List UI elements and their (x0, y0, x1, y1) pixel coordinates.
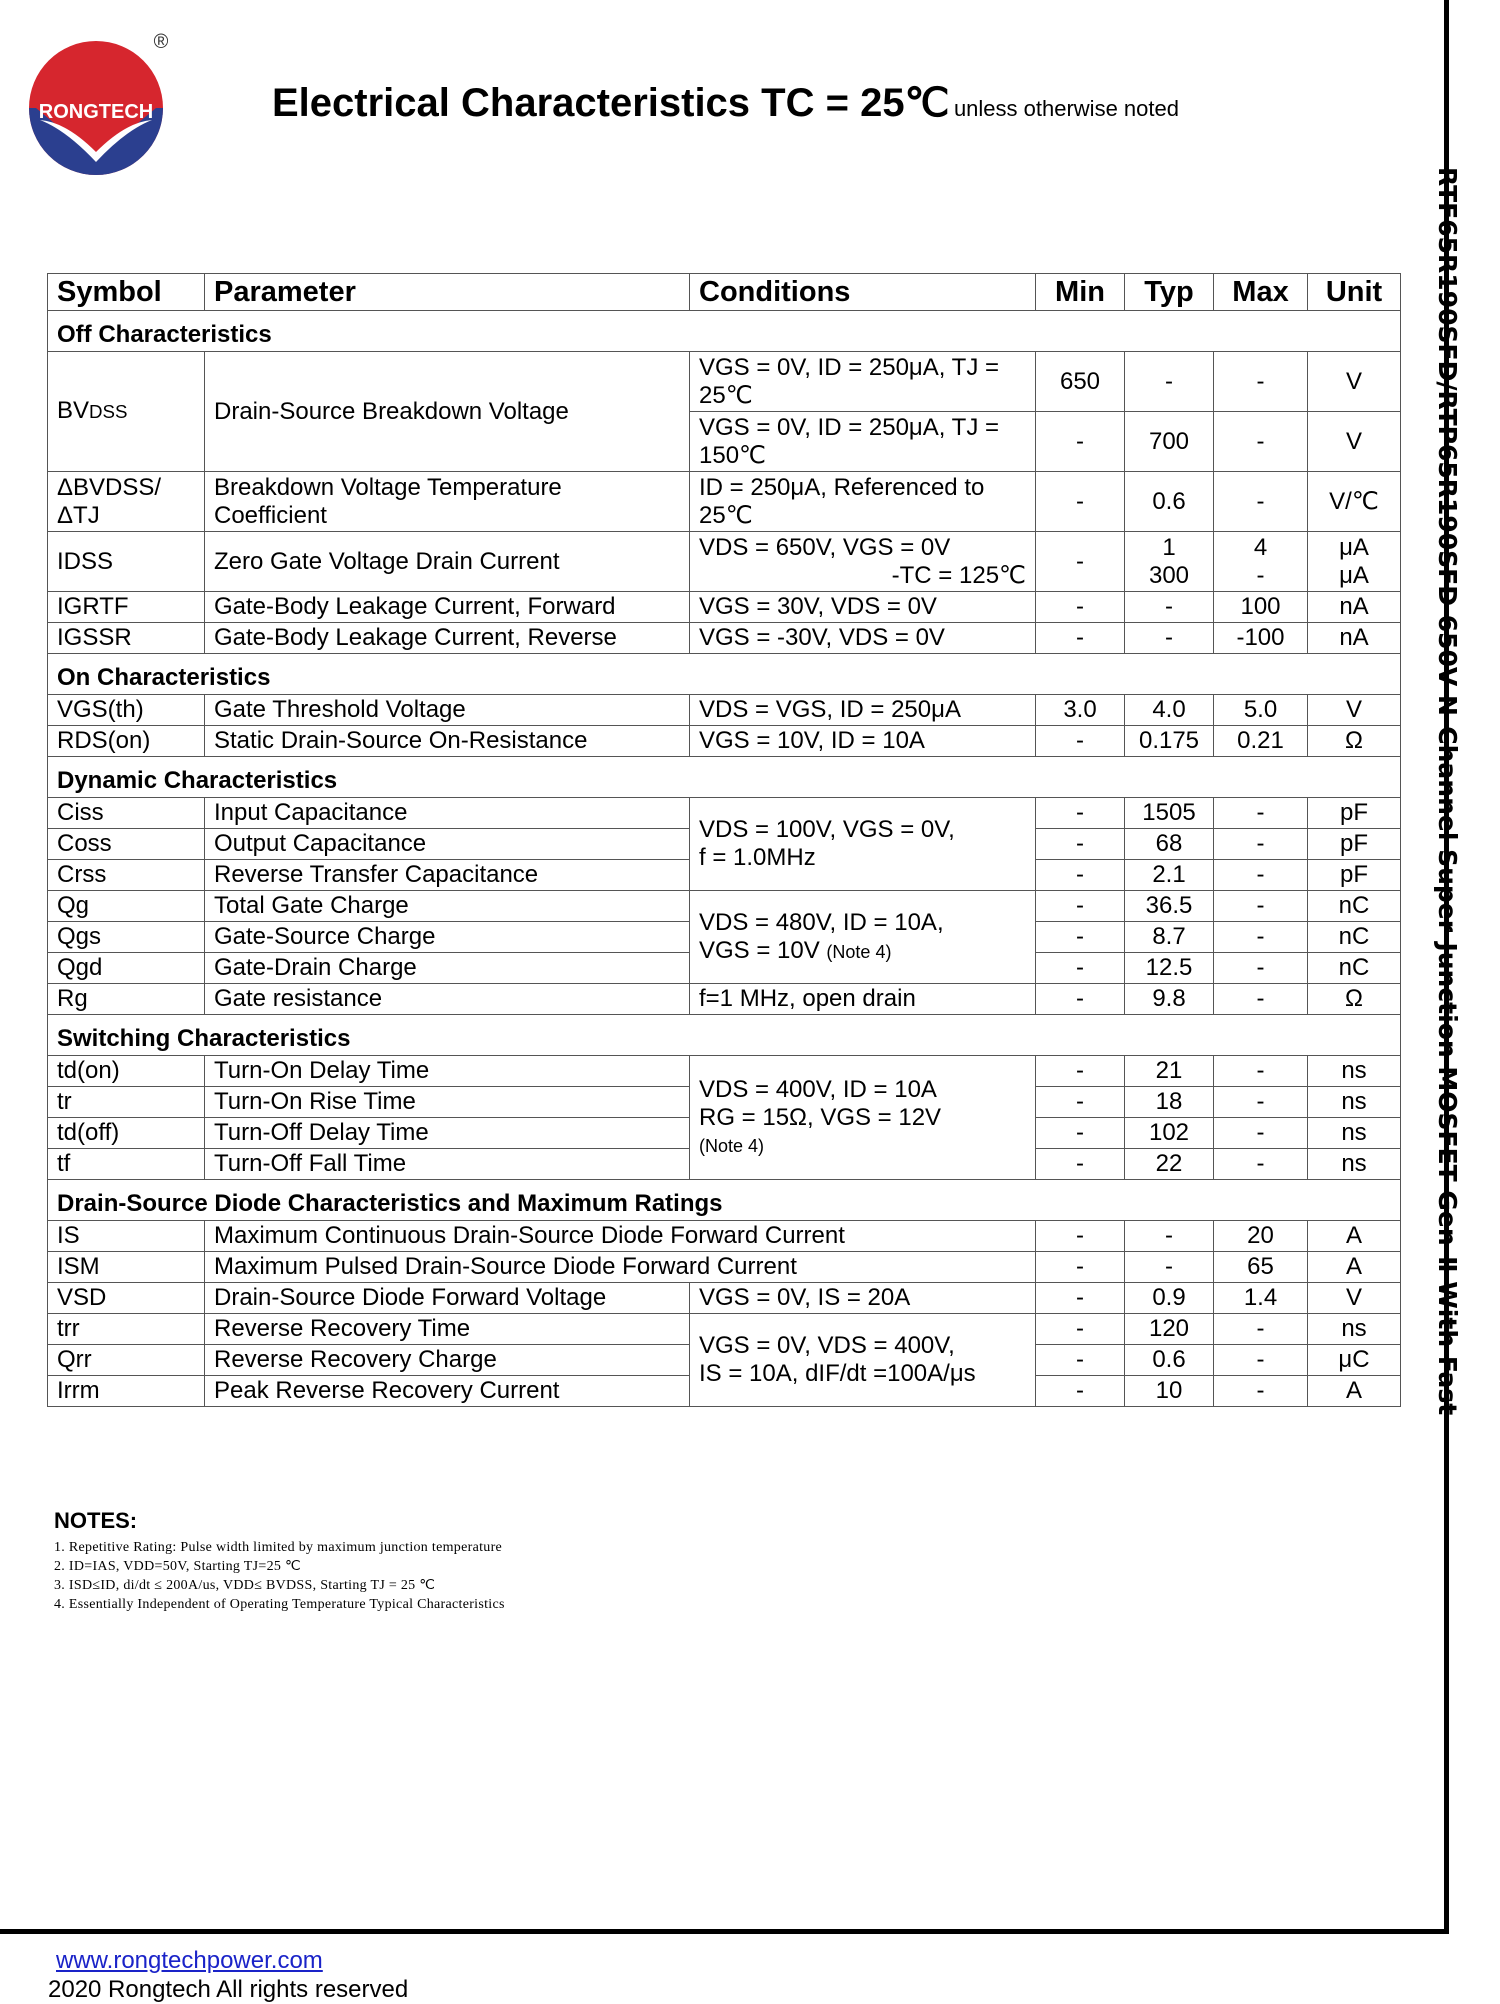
condition-line: RG = 15Ω, VGS = 12V (699, 1103, 942, 1131)
condition-cell: VGS = -30V, VDS = 0V (690, 623, 1036, 654)
symbol-cell: VSD (48, 1283, 205, 1314)
max-cell: - (1214, 1056, 1308, 1087)
min-cell: - (1036, 532, 1125, 592)
condition-cell (690, 798, 1036, 891)
parameter-cell: Maximum Continuous Drain-Source Diode Forward Current (205, 1221, 1036, 1252)
typ-cell: 2.1 (1125, 860, 1214, 891)
typ-cell: 36.5 (1125, 891, 1214, 922)
condition-cell: VGS = 0V, IS = 20A (690, 1283, 1036, 1314)
typ-cell: 10 (1125, 1376, 1214, 1407)
symbol-cell: Irrm (48, 1376, 205, 1407)
typ-cell: - (1125, 1221, 1214, 1252)
unit-cell: nA (1308, 623, 1401, 654)
min-cell: - (1036, 1314, 1125, 1345)
logo-brand-text: RONGTECH (38, 101, 154, 123)
header-conditions: Conditions (690, 274, 1036, 311)
header-symbol: Symbol (48, 274, 205, 311)
typ-cell: 1505 (1125, 798, 1214, 829)
max-cell: - (1214, 1376, 1308, 1407)
parameter-cell: Static Drain-Source On-Resistance (205, 726, 690, 757)
parameter-cell: Maximum Pulsed Drain-Source Diode Forward Current (205, 1252, 1036, 1283)
table-row (48, 472, 1401, 532)
page-title (272, 80, 1179, 126)
typ-value: 300 (1148, 561, 1190, 589)
min-cell: - (1036, 984, 1125, 1015)
table-row (48, 352, 1401, 412)
copyright-text: 2020 Rongtech All rights reserved (48, 1976, 409, 2003)
condition-cell: VGS = 0V, ID = 250μA, TJ = 25℃ (690, 352, 1036, 412)
min-cell: - (1036, 1087, 1125, 1118)
max-value: - (1256, 561, 1265, 589)
parameter-cell: Gate-Body Leakage Current, Forward (205, 592, 690, 623)
symbol-cell: ISM (48, 1252, 205, 1283)
typ-cell: 21 (1125, 1056, 1214, 1087)
typ-cell: 0.6 (1125, 1345, 1214, 1376)
typ-cell: 700 (1125, 412, 1214, 472)
max-cell: - (1214, 472, 1308, 532)
unit-cell: nA (1308, 592, 1401, 623)
unit-cell: ns (1308, 1056, 1401, 1087)
symbol-cell: Qgs (48, 922, 205, 953)
symbol-text: BV (57, 397, 90, 424)
max-cell: 5.0 (1214, 695, 1308, 726)
typ-cell: - (1125, 592, 1214, 623)
header-typ: Typ (1125, 274, 1214, 311)
typ-cell: 68 (1125, 829, 1214, 860)
condition-line: VDS = 650V, VGS = 0V (699, 533, 951, 561)
unit-cell: V/℃ (1308, 472, 1401, 532)
min-cell: - (1036, 1345, 1125, 1376)
header-max: Max (1214, 274, 1308, 311)
max-cell: - (1214, 352, 1308, 412)
max-cell: - (1214, 829, 1308, 860)
condition-cell (690, 1314, 1036, 1407)
unit-cell: ns (1308, 1118, 1401, 1149)
section-off-characteristics: Off Characteristics (48, 311, 1401, 352)
condition-cell (690, 532, 1036, 592)
condition-cell: ID = 250μA, Referenced to 25℃ (690, 472, 1036, 532)
condition-line: IS = 10A, dIF/dt =100A/μs (699, 1360, 976, 1387)
parameter-cell: Breakdown Voltage Temperature Coefficient (205, 472, 690, 532)
condition-note: (Note 4) (826, 941, 892, 962)
max-cell: - (1214, 1314, 1308, 1345)
table-row (48, 532, 1401, 592)
condition-line: VDS = 400V, ID = 10A (699, 1075, 937, 1103)
min-cell: - (1036, 472, 1125, 532)
typ-cell: - (1125, 623, 1214, 654)
condition-cell: VGS = 10V, ID = 10A (690, 726, 1036, 757)
min-cell: - (1036, 953, 1125, 984)
rongtech-logo (26, 30, 171, 175)
unit-cell: nC (1308, 922, 1401, 953)
unit-cell: pF (1308, 860, 1401, 891)
unit-cell: A (1308, 1376, 1401, 1407)
min-cell: - (1036, 623, 1125, 654)
unit-value: μA (1339, 561, 1369, 589)
parameter-cell: Input Capacitance (205, 798, 690, 829)
typ-cell: 12.5 (1125, 953, 1214, 984)
typ-cell: 8.7 (1125, 922, 1214, 953)
table-row (48, 984, 1401, 1015)
condition-cell (690, 891, 1036, 984)
electrical-characteristics-table (47, 273, 1401, 1407)
max-cell: - (1214, 860, 1308, 891)
unit-cell: pF (1308, 829, 1401, 860)
table-row (48, 1283, 1401, 1314)
unit-cell: A (1308, 1252, 1401, 1283)
parameter-cell: Gate-Drain Charge (205, 953, 690, 984)
min-cell: 650 (1036, 352, 1125, 412)
symbol-cell: td(on) (48, 1056, 205, 1087)
min-cell: - (1036, 1056, 1125, 1087)
table-row (48, 1221, 1401, 1252)
parameter-cell: Output Capacitance (205, 829, 690, 860)
table-row (48, 1056, 1401, 1087)
min-cell: - (1036, 726, 1125, 757)
unit-cell: Ω (1308, 726, 1401, 757)
parameter-cell: Turn-Off Fall Time (205, 1149, 690, 1180)
typ-value: 1 (1162, 533, 1176, 561)
max-cell: - (1214, 1149, 1308, 1180)
max-cell: 0.21 (1214, 726, 1308, 757)
parameter-cell: Reverse Recovery Charge (205, 1345, 690, 1376)
vertical-part-title: RTF65R190SFD/RTP65R190SFD 650V N-Channel Super-Junction MOSFET Gen-Ⅱ With Fast- (1433, 167, 1462, 1426)
symbol-cell: Qrr (48, 1345, 205, 1376)
condition-cell: f=1 MHz, open drain (690, 984, 1036, 1015)
parameter-cell: Drain-Source Diode Forward Voltage (205, 1283, 690, 1314)
header-min: Min (1036, 274, 1125, 311)
min-cell: - (1036, 922, 1125, 953)
symbol-cell: tr (48, 1087, 205, 1118)
condition-line: VDS = 100V, VGS = 0V, (699, 816, 955, 843)
condition-cell: VGS = 30V, VDS = 0V (690, 592, 1036, 623)
typ-cell (1125, 532, 1214, 592)
symbol-cell: trr (48, 1314, 205, 1345)
condition-cell: VDS = VGS, ID = 250μA (690, 695, 1036, 726)
symbol-cell: VGS(th) (48, 695, 205, 726)
min-cell: - (1036, 1376, 1125, 1407)
table-row (48, 695, 1401, 726)
notes-block (54, 1508, 505, 1614)
unit-cell: nC (1308, 891, 1401, 922)
symbol-cell: Ciss (48, 798, 205, 829)
max-cell: - (1214, 1118, 1308, 1149)
parameter-cell: Drain-Source Breakdown Voltage (205, 352, 690, 472)
unit-cell: ns (1308, 1314, 1401, 1345)
symbol-cell: Rg (48, 984, 205, 1015)
unit-cell (1308, 532, 1401, 592)
symbol-cell: IGRTF (48, 592, 205, 623)
condition-cell (690, 1056, 1036, 1180)
table-row (48, 1314, 1401, 1345)
unit-cell: A (1308, 1221, 1401, 1252)
table-row (48, 592, 1401, 623)
condition-line: VGS = 0V, VDS = 400V, (699, 1332, 955, 1359)
registered-mark: ® (153, 31, 169, 53)
max-cell: 20 (1214, 1221, 1308, 1252)
parameter-cell: Gate Threshold Voltage (205, 695, 690, 726)
parameter-cell: Peak Reverse Recovery Current (205, 1376, 690, 1407)
typ-cell: 0.9 (1125, 1283, 1214, 1314)
note-item: 2. ID=IAS, VDD=50V, Starting TJ=25 ℃ (54, 1559, 302, 1574)
symbol-cell: ΔBVDSS/ΔTJ (48, 472, 205, 532)
parameter-cell: Gate-Body Leakage Current, Reverse (205, 623, 690, 654)
title-main: Electrical Characteristics TC = 25℃ (272, 81, 950, 125)
header-parameter: Parameter (205, 274, 690, 311)
parameter-cell: Reverse Transfer Capacitance (205, 860, 690, 891)
max-cell: 1.4 (1214, 1283, 1308, 1314)
symbol-cell: Qg (48, 891, 205, 922)
table-row (48, 891, 1401, 922)
symbol-cell: IGSSR (48, 623, 205, 654)
unit-cell: μC (1308, 1345, 1401, 1376)
unit-cell: V (1308, 412, 1401, 472)
section-switching-characteristics: Switching Characteristics (48, 1015, 1401, 1056)
condition-line: f = 1.0MHz (699, 844, 816, 871)
typ-cell: 0.175 (1125, 726, 1214, 757)
parameter-cell: Reverse Recovery Time (205, 1314, 690, 1345)
max-cell: 100 (1214, 592, 1308, 623)
min-cell: - (1036, 1283, 1125, 1314)
parameter-cell: Gate-Source Charge (205, 922, 690, 953)
parameter-cell: Zero Gate Voltage Drain Current (205, 532, 690, 592)
min-cell: - (1036, 412, 1125, 472)
typ-cell: 9.8 (1125, 984, 1214, 1015)
symbol-cell (48, 352, 205, 472)
unit-cell: pF (1308, 798, 1401, 829)
condition-line: -TC = 125℃ (891, 561, 1026, 589)
max-cell: - (1214, 798, 1308, 829)
symbol-cell: RDS(on) (48, 726, 205, 757)
unit-cell: nC (1308, 953, 1401, 984)
section-on-characteristics: On Characteristics (48, 654, 1401, 695)
min-cell: - (1036, 1149, 1125, 1180)
table-row (48, 623, 1401, 654)
table-row (48, 798, 1401, 829)
min-cell: - (1036, 891, 1125, 922)
parameter-cell: Gate resistance (205, 984, 690, 1015)
parameter-cell: Turn-On Delay Time (205, 1056, 690, 1087)
section-diode-characteristics: Drain-Source Diode Characteristics and Maximum Ratings (48, 1180, 1401, 1221)
min-cell: 3.0 (1036, 695, 1125, 726)
max-cell (1214, 532, 1308, 592)
max-cell: - (1214, 1345, 1308, 1376)
min-cell: - (1036, 592, 1125, 623)
unit-cell: V (1308, 352, 1401, 412)
condition-note: (Note 4) (699, 1135, 765, 1156)
typ-cell: - (1125, 352, 1214, 412)
max-cell: - (1214, 922, 1308, 953)
min-cell: - (1036, 1221, 1125, 1252)
section-dynamic-characteristics: Dynamic Characteristics (48, 757, 1401, 798)
typ-cell: 102 (1125, 1118, 1214, 1149)
symbol-cell: Qgd (48, 953, 205, 984)
typ-cell: 4.0 (1125, 695, 1214, 726)
website-link[interactable]: www.rongtechpower.com (56, 1947, 323, 1974)
max-value: 4 (1253, 533, 1268, 561)
typ-cell: 0.6 (1125, 472, 1214, 532)
note-item: 4. Essentially Independent of Operating Temperature Typical Characteristics (54, 1597, 505, 1612)
unit-value: μA (1339, 533, 1369, 561)
min-cell: - (1036, 1118, 1125, 1149)
unit-cell: ns (1308, 1149, 1401, 1180)
parameter-cell: Turn-On Rise Time (205, 1087, 690, 1118)
table-header-row (48, 274, 1401, 311)
min-cell: - (1036, 1252, 1125, 1283)
max-cell: - (1214, 412, 1308, 472)
condition-cell: VGS = 0V, ID = 250μA, TJ = 150℃ (690, 412, 1036, 472)
title-sub: unless otherwise noted (953, 96, 1179, 121)
table-row (48, 1252, 1401, 1283)
unit-cell: ns (1308, 1087, 1401, 1118)
max-cell: - (1214, 891, 1308, 922)
table-row (48, 726, 1401, 757)
condition-line: VGS = 10V (699, 936, 820, 964)
symbol-subscript: DSS (89, 401, 128, 422)
notes-heading: NOTES: (54, 1508, 138, 1533)
min-cell: - (1036, 798, 1125, 829)
min-cell: - (1036, 860, 1125, 891)
parameter-cell: Total Gate Charge (205, 891, 690, 922)
symbol-cell: IDSS (48, 532, 205, 592)
unit-cell: V (1308, 1283, 1401, 1314)
unit-cell: Ω (1308, 984, 1401, 1015)
max-cell: 65 (1214, 1252, 1308, 1283)
symbol-cell: tf (48, 1149, 205, 1180)
typ-cell: 120 (1125, 1314, 1214, 1345)
note-item: 1. Repetitive Rating: Pulse width limited by maximum junction temperature (54, 1540, 503, 1555)
note-item: 3. ISD≤ID, di/dt ≤ 200A/us, VDD≤ BVDSS, Starting TJ = 25 ℃ (54, 1578, 436, 1593)
symbol-cell: Coss (48, 829, 205, 860)
max-cell: - (1214, 953, 1308, 984)
typ-cell: 22 (1125, 1149, 1214, 1180)
header-unit: Unit (1308, 274, 1401, 311)
condition-line: VDS = 480V, ID = 10A, (699, 908, 944, 936)
parameter-cell: Turn-Off Delay Time (205, 1118, 690, 1149)
typ-cell: 18 (1125, 1087, 1214, 1118)
max-cell: - (1214, 984, 1308, 1015)
symbol-cell: td(off) (48, 1118, 205, 1149)
max-cell: -100 (1214, 623, 1308, 654)
symbol-cell: IS (48, 1221, 205, 1252)
symbol-cell: Crss (48, 860, 205, 891)
typ-cell: - (1125, 1252, 1214, 1283)
max-cell: - (1214, 1087, 1308, 1118)
unit-cell: V (1308, 695, 1401, 726)
min-cell: - (1036, 829, 1125, 860)
